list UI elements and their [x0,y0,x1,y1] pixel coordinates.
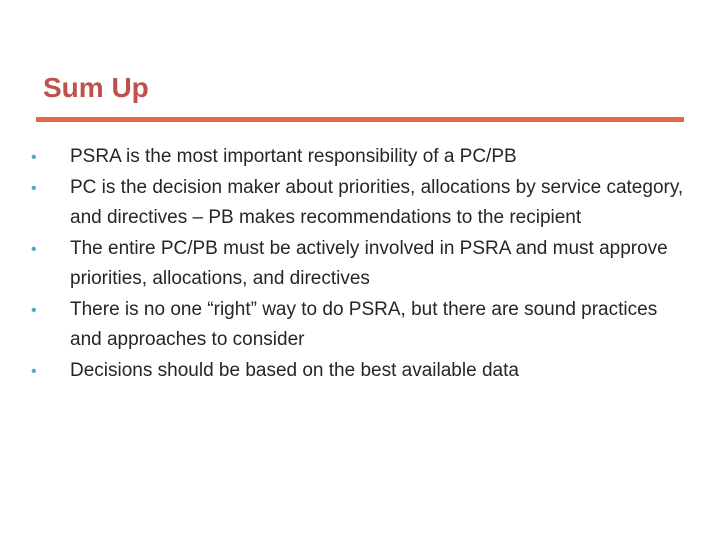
bullet-dot-icon: • [31,241,37,258]
bullet-text: PC is the decision maker about priorities, allocations by service category, and directives – PB makes recommendations to the recipient [70,177,684,228]
bullet-text: The entire PC/PB must be actively involved in PSRA and must approve priorities, allocations, and directives [70,238,668,289]
slide-title: Sum Up [43,72,149,103]
bullet-list [24,142,688,386]
list-item [24,234,688,294]
list-item [24,295,688,355]
bullet-text: Decisions should be based on the best available data [70,360,519,381]
list-item [24,356,688,386]
bullet-dot-icon: • [31,149,37,166]
bullet-dot-icon: • [31,180,37,197]
list-item [24,142,688,172]
list-item [24,173,688,233]
bullet-text: There is no one “right” way to do PSRA, but there are sound practices and approaches to consider [70,299,658,350]
bullet-dot-icon: • [31,302,37,319]
title-underline-rule [36,117,684,122]
bullet-dot-icon: • [31,363,37,380]
bullet-text: PSRA is the most important responsibility of a PC/PB [70,146,517,167]
